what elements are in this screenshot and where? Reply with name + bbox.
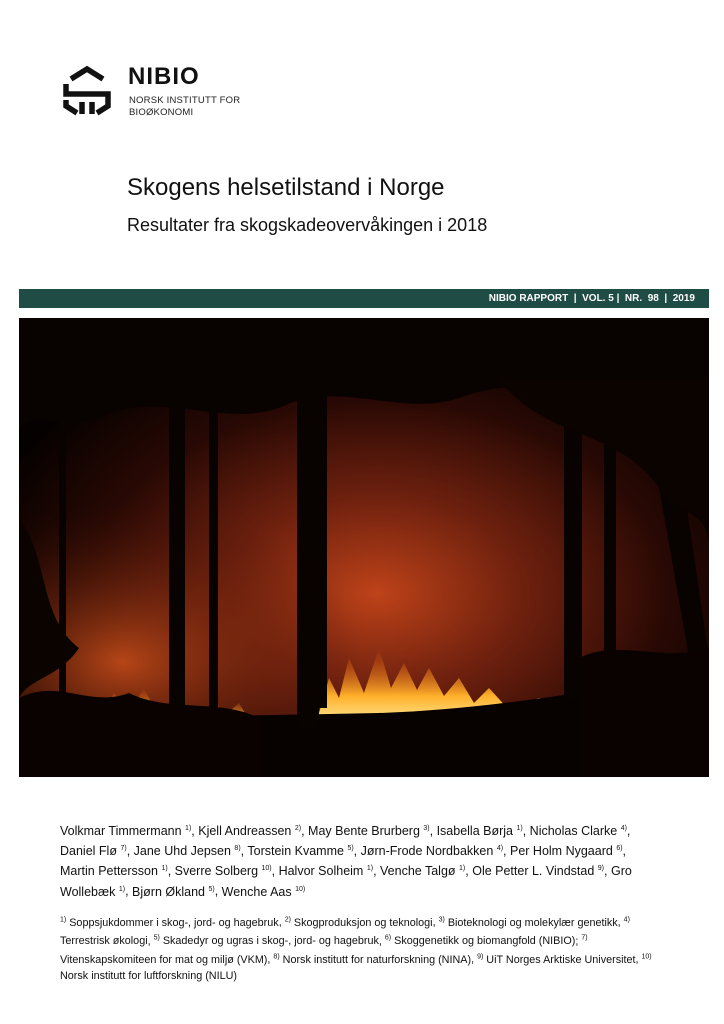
affiliation-superscript: 4) bbox=[623, 916, 630, 923]
author-item bbox=[361, 844, 503, 858]
author-name: Kjell Andreassen bbox=[198, 824, 292, 839]
author-superscript: 9) bbox=[597, 865, 605, 873]
author-superscript: 1) bbox=[118, 885, 126, 893]
author-name: Venche Talgø bbox=[380, 864, 456, 879]
author-superscript: 1) bbox=[459, 865, 466, 873]
affiliation-name: Bioteknologi og molekylær genetikk bbox=[447, 916, 618, 929]
author-name: Jane Uhd Jepsen bbox=[133, 844, 231, 859]
author-name: Martin Pettersson bbox=[60, 864, 158, 879]
author-item bbox=[308, 824, 430, 838]
affiliation-name: Soppsjukdommer i skog-, jord- og hagebruk bbox=[69, 916, 279, 929]
affiliation-list: $^{1)}$ Soppsjukdommer i skog-, jord- og hagebruk, $^{2)}$ Skogproduksjon og teknologi, $^{3)}$ Bioteknologi og molekylær genetikk, $^{4)}$ Terrestrisk økologi, $^{5)}$ Skadedyr og ugras i skog-, jord- og hagebruk, $^{6)}$ Skoggenetikk og biomangfold (NIBIO); $^{7)}$ Vitenskapskomiteen for mat og miljø (VKM), $^{8)}$ Norsk institutt for naturforskning (NINA), $^{9)}$ UiT Norges Arktiske Universitet, $^{10)}$ Norsk institutt for luftforskning (NILU) bbox=[60, 916, 652, 982]
author-superscript: 4) bbox=[496, 845, 504, 853]
affiliation-item bbox=[285, 917, 433, 929]
forest-fire-photo bbox=[19, 318, 709, 777]
author-superscript: 5) bbox=[208, 885, 215, 893]
author-name: Isabella Børja bbox=[436, 824, 513, 839]
affiliation-superscript: 3) bbox=[438, 916, 445, 923]
author-name: Bjørn Økland bbox=[132, 884, 205, 899]
author-name: Volkmar Timmermann bbox=[60, 824, 182, 839]
affiliation-item bbox=[439, 917, 618, 929]
author-superscript: 6) bbox=[616, 845, 623, 853]
author-item bbox=[222, 885, 306, 899]
author-name: Sverre Solberg bbox=[174, 864, 259, 879]
author-name: Jørn-Frode Nordbakken bbox=[360, 844, 494, 859]
author-item bbox=[60, 864, 168, 878]
affiliation-item bbox=[477, 954, 635, 966]
author-superscript: 1) bbox=[516, 825, 523, 832]
author-name: Nicholas Clarke bbox=[529, 824, 618, 839]
author-superscript: 2) bbox=[294, 825, 302, 832]
report-title: Skogens helsetilstand i Norge bbox=[127, 174, 445, 201]
author-list: Volkmar Timmermann $^{1)}$, Kjell Andreassen $^{2)}$, May Bente Brurberg $^{3)}$, Isabella Børja $^{1)}$, Nicholas Clarke $^{4)}$, Daniel Flø $^{7)}$, Jane Uhd Jepsen $^{8)}$, Torstein Kvamme $^{5)}$, Jørn-Frode Nordbakken $^{4)}$, Per Holm Nygaard $^{6)}$, Martin Pettersson $^{1)}$, Sverre Solberg $^{10)}$, Halvor Solheim $^{1)}$, Venche Talgø $^{1)}$, Ole Petter L. Vindstad $^{9)}$, Gro Wollebæk $^{1)}$, Bjørn Økland $^{5)}$, Wenche Aas $^{10)}$ bbox=[60, 824, 632, 899]
author-item bbox=[279, 864, 373, 878]
author-item bbox=[530, 824, 627, 838]
affiliation-name: Skogproduksjon og teknologi bbox=[293, 916, 433, 929]
author-superscript: 5) bbox=[347, 845, 354, 853]
affiliation-superscript: 6) bbox=[384, 934, 392, 942]
affiliation-superscript: 1) bbox=[60, 916, 67, 923]
affiliation-superscript: 9) bbox=[477, 953, 484, 961]
affiliation-name: Skoggenetikk og biomangfold (NIBIO) bbox=[394, 935, 576, 948]
author-superscript: 4) bbox=[620, 825, 627, 832]
author-superscript: 10) bbox=[295, 885, 306, 893]
author-item bbox=[380, 864, 465, 878]
author-name: Torstein Kvamme bbox=[247, 844, 344, 859]
affiliation-superscript: 5) bbox=[153, 934, 160, 942]
author-superscript: 1) bbox=[161, 865, 168, 873]
author-item bbox=[60, 824, 191, 838]
author-item bbox=[60, 844, 127, 858]
author-name: Wenche Aas bbox=[221, 884, 292, 899]
author-item bbox=[472, 864, 604, 878]
nibio-logo bbox=[62, 64, 262, 120]
author-item bbox=[175, 864, 272, 878]
affiliation-item bbox=[60, 917, 279, 929]
author-name: Ole Petter L. Vindstad bbox=[472, 864, 595, 879]
author-item bbox=[247, 844, 353, 858]
author-name: Per Holm Nygaard bbox=[510, 844, 613, 859]
author-item bbox=[198, 824, 301, 838]
nibio-logo-icon bbox=[62, 64, 112, 118]
affiliation-item bbox=[273, 954, 471, 966]
author-item bbox=[437, 824, 523, 838]
report-subtitle: Resultater fra skogskadeovervåkingen i 2018 bbox=[127, 215, 488, 235]
author-item bbox=[510, 844, 623, 858]
affiliation-superscript: 2) bbox=[284, 916, 291, 923]
affiliation-superscript: 8) bbox=[273, 953, 280, 961]
logo-sub-line1: NORSK INSTITUTT FOR bbox=[129, 95, 241, 106]
report-series-banner: NIBIO RAPPORT | VOL. 5 | NR. 98 | 2019 bbox=[19, 289, 709, 308]
logo-sub-line2: BIOØKONOMI bbox=[129, 107, 194, 118]
author-name: Daniel Flø bbox=[60, 844, 117, 859]
affiliation-superscript: 7) bbox=[581, 934, 588, 942]
affiliation-item bbox=[154, 935, 379, 947]
affiliation-name: Norsk institutt for luftforskning (NILU) bbox=[60, 969, 237, 982]
author-superscript: 8) bbox=[234, 845, 241, 853]
affiliation-name: UiT Norges Arktiske Universitet bbox=[486, 953, 636, 966]
affiliation-item bbox=[385, 935, 575, 947]
affiliation-name: Terrestrisk økologi bbox=[60, 935, 148, 948]
affiliation-name: Skadedyr og ugras i skog-, jord- og hagebruk bbox=[162, 935, 379, 948]
author-name: May Bente Brurberg bbox=[308, 824, 420, 839]
logo-name: NIBIO bbox=[128, 63, 200, 90]
affiliation-name: Vitenskapskomiteen for mat og miljø (VKM) bbox=[60, 953, 268, 966]
author-superscript: 1) bbox=[366, 865, 374, 873]
author-superscript: 1) bbox=[185, 825, 192, 832]
author-item bbox=[134, 844, 241, 858]
author-superscript: 7) bbox=[120, 845, 127, 853]
affiliation-name: Norsk institutt for naturforskning (NINA) bbox=[282, 953, 472, 966]
author-name: Halvor Solheim bbox=[278, 864, 364, 879]
author-superscript: 3) bbox=[423, 825, 430, 832]
logo-subtitle bbox=[129, 95, 240, 119]
author-superscript: 10) bbox=[261, 865, 272, 873]
author-item bbox=[132, 885, 215, 899]
affiliation-superscript: 10) bbox=[641, 953, 652, 961]
author-name: Gro Wollebæk bbox=[60, 864, 632, 899]
